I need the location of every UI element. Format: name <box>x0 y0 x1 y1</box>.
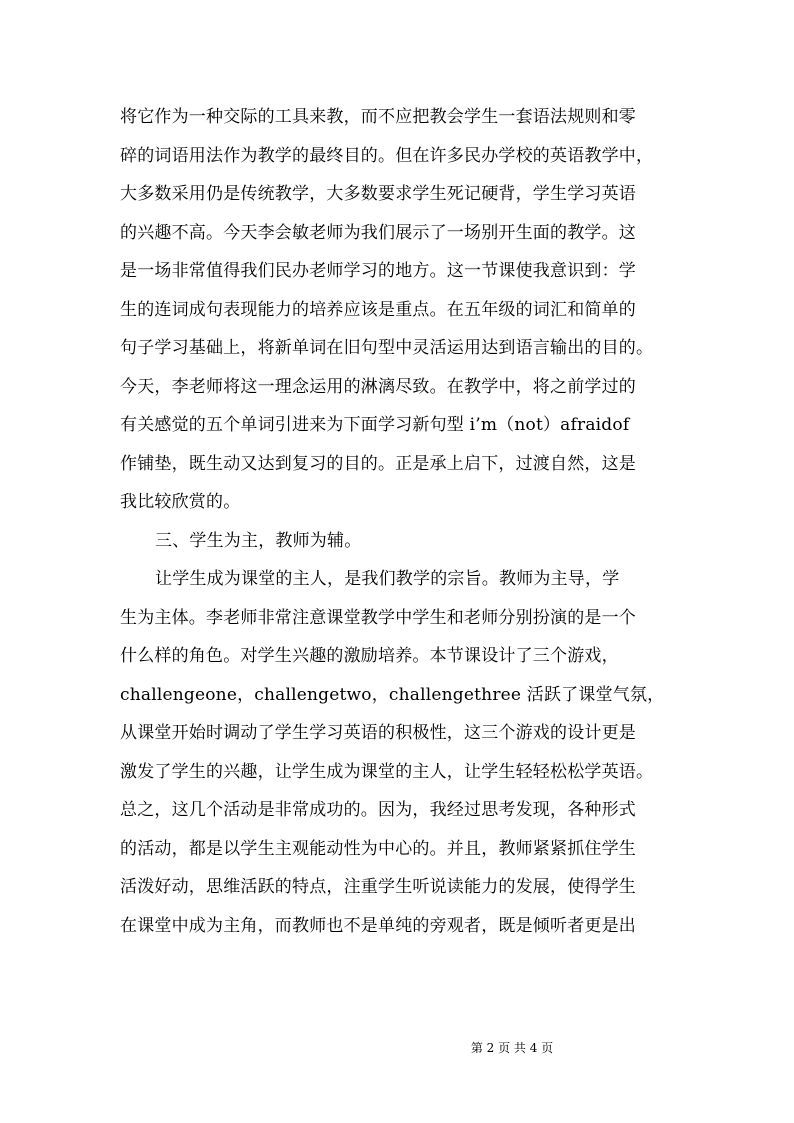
text-line: 总之，这几个活动是非常成功的。因为，我经过思考发现，各种形式 <box>120 800 636 820</box>
text-line: 从课堂开始时调动了学生学习英语的积极性，这三个游戏的设计更是 <box>120 723 636 743</box>
text-line: 在课堂中成为主角，而教师也不是单纯的旁观者，既是倾听者更是出 <box>120 915 636 936</box>
text-line: 的兴趣不高。今天李会敏老师为我们展示了一场别开生面的教学。这 <box>120 222 636 243</box>
text-line: 生为主体。李老师非常注意课堂教学中学生和老师分别扮演的是一个 <box>120 607 636 628</box>
section-heading: 三、学生为主，教师为辅。 <box>155 530 362 551</box>
text-line: 作铺垫，既生动又达到复习的目的。正是承上启下，过渡自然，这是 <box>120 453 636 474</box>
text-line: 的活动，都是以学生主观能动性为中心的。并且，教师紧紧抓住学生 <box>120 838 636 859</box>
text-line: 让学生成为课堂的主人，是我们教学的宗旨。教师为主导，学 <box>155 569 620 589</box>
page-number-footer: 第 2 页 共 4 页 <box>470 1041 554 1055</box>
text-line: 我比较欣赏的。 <box>120 492 241 512</box>
text-line: 句子学习基础上，将新单词在旧句型中灵活运用达到语言输出的目的。 <box>120 338 654 358</box>
text-line: 是一场非常值得我们民办老师学习的地方。这一节课使我意识到：学 <box>120 261 636 281</box>
text-line: 什么样的角色。对学生兴趣的激励培养。本节课设计了三个游戏， <box>120 646 619 666</box>
document-body <box>120 98 682 945</box>
text-line: 碎的词语用法作为教学的最终目的。但在许多民办学校的英语教学中， <box>120 145 654 166</box>
text-line: challengeone，challengetwo，challengethree 活跃了课堂气氛， <box>120 684 665 705</box>
text-line: 今天，李老师将这一理念运用的淋漓尽致。在教学中，将之前学过的 <box>120 376 636 397</box>
text-line: 大多数采用仍是传统教学，大多数要求学生死记硬背，学生学习英语 <box>120 184 636 204</box>
text-line: 活泼好动，思维活跃的特点，注重学生听说读能力的发展，使得学生 <box>120 877 636 897</box>
text-line: 生的连词成句表现能力的培养应该是重点。在五年级的词汇和简单的 <box>120 299 636 320</box>
text-line: 激发了学生的兴趣，让学生成为课堂的主人，让学生轻轻松松学英语。 <box>120 761 654 782</box>
text-line: 有关感觉的五个单词引进来为下面学习新句型 i’m（not）afraidof <box>120 415 630 435</box>
text-line: 将它作为一种交际的工具来教，而不应把教会学生一套语法规则和零 <box>120 107 636 127</box>
